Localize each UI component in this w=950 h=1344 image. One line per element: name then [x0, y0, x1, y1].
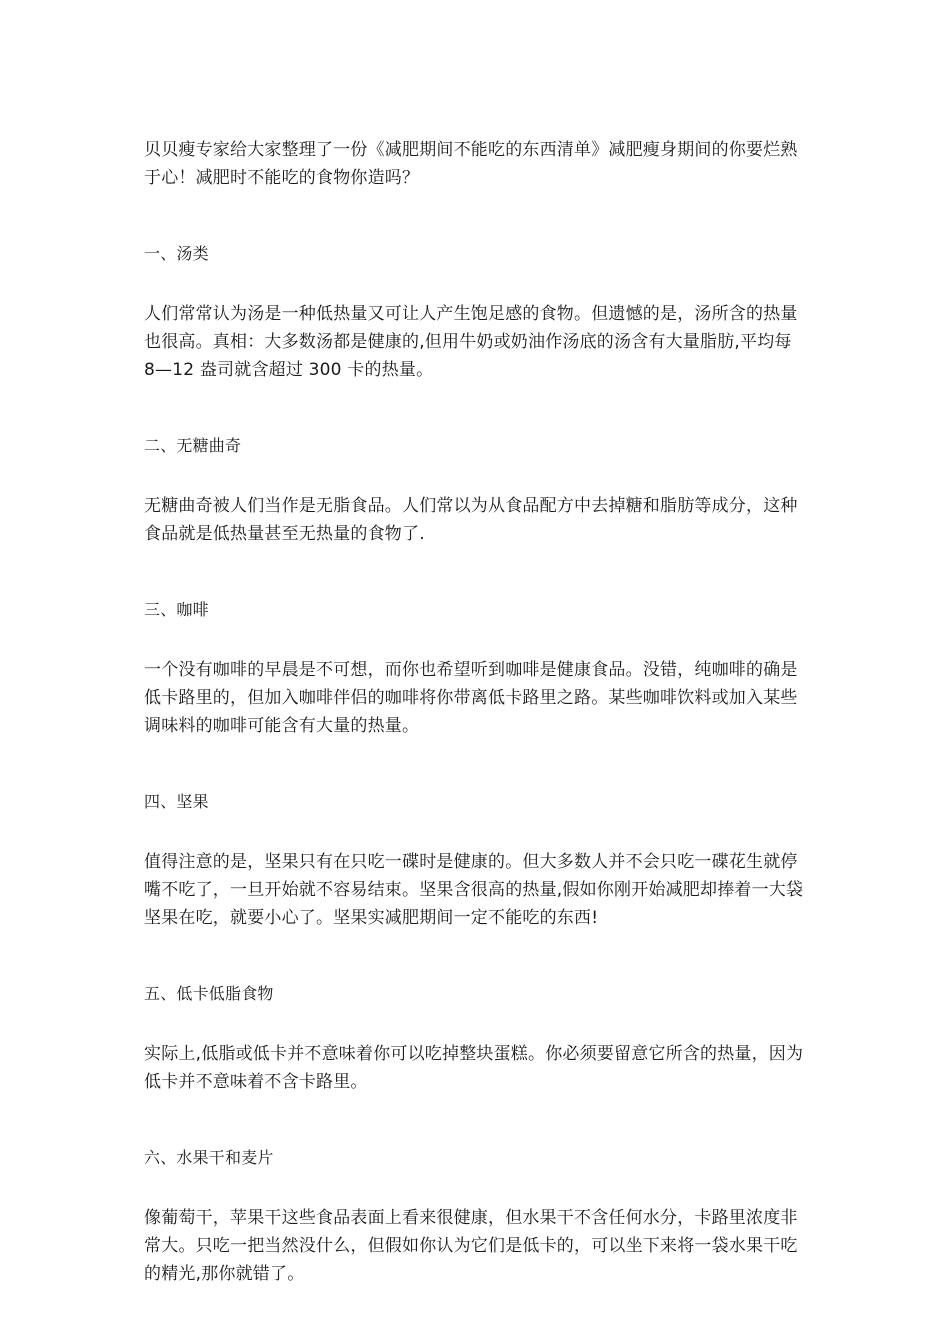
section-heading-soup: 一、汤类	[144, 244, 209, 263]
section-heading-low-cal-food: 五、低卡低脂食物	[144, 984, 274, 1003]
section-body-dried-fruit-cereal: 像葡萄干，苹果干这些食品表面上看来很健康，但水果干不含任何水分，卡路里浓度非常大。只吃一把当然没什么，但假如你认为它们是低卡的，可以坐下来将一袋水果干吃的精光,那你就错了。	[144, 1208, 798, 1284]
intro-paragraph: 贝贝瘦专家给大家整理了一份《减肥期间不能吃的东西清单》减肥瘦身期间的你要烂熟于心！减肥时不能吃的食物你造吗？	[144, 140, 798, 188]
section-body-coffee: 一个没有咖啡的早晨是不可想，而你也希望听到咖啡是健康食品。没错，纯咖啡的确是低卡路里的，但加入咖啡伴侣的咖啡将你带离低卡路里之路。某些咖啡饮料或加入某些调味料的咖啡可能含有大量的热量。	[144, 660, 798, 736]
section-heading-nuts: 四、坚果	[144, 792, 209, 811]
section-body-sugar-free-cookies: 无糖曲奇被人们当作是无脂食品。人们常以为从食品配方中去掉糖和脂肪等成分，这种食品就是低热量甚至无热量的食物了.	[144, 496, 798, 544]
section-body-nuts: 值得注意的是，坚果只有在只吃一碟时是健康的。但大多数人并不会只吃一碟花生就停嘴不吃了，一旦开始就不容易结束。坚果含很高的热量,假如你刚开始减肥却捧着一大袋坚果在吃，就要小心了。坚果实减肥期间一定不能吃的东西!	[144, 852, 804, 928]
section-body-low-cal-food: 实际上,低脂或低卡并不意味着你可以吃掉整块蛋糕。你必须要留意它所含的热量，因为低卡并不意味着不含卡路里。	[144, 1044, 804, 1092]
section-heading-dried-fruit-cereal: 六、水果干和麦片	[144, 1148, 274, 1167]
section-heading-sugar-free-cookies: 二、无糖曲奇	[144, 436, 242, 455]
document-page	[144, 136, 806, 1288]
section-heading-coffee: 三、咖啡	[144, 600, 209, 619]
section-body-soup: 人们常常认为汤是一种低热量又可让人产生饱足感的食物。但遗憾的是，汤所含的热量也很高。真相：大多数汤都是健康的,但用牛奶或奶油作汤底的汤含有大量脂肪,平均每 8—12 盎司就含超过 300 卡的热量。	[144, 304, 798, 380]
